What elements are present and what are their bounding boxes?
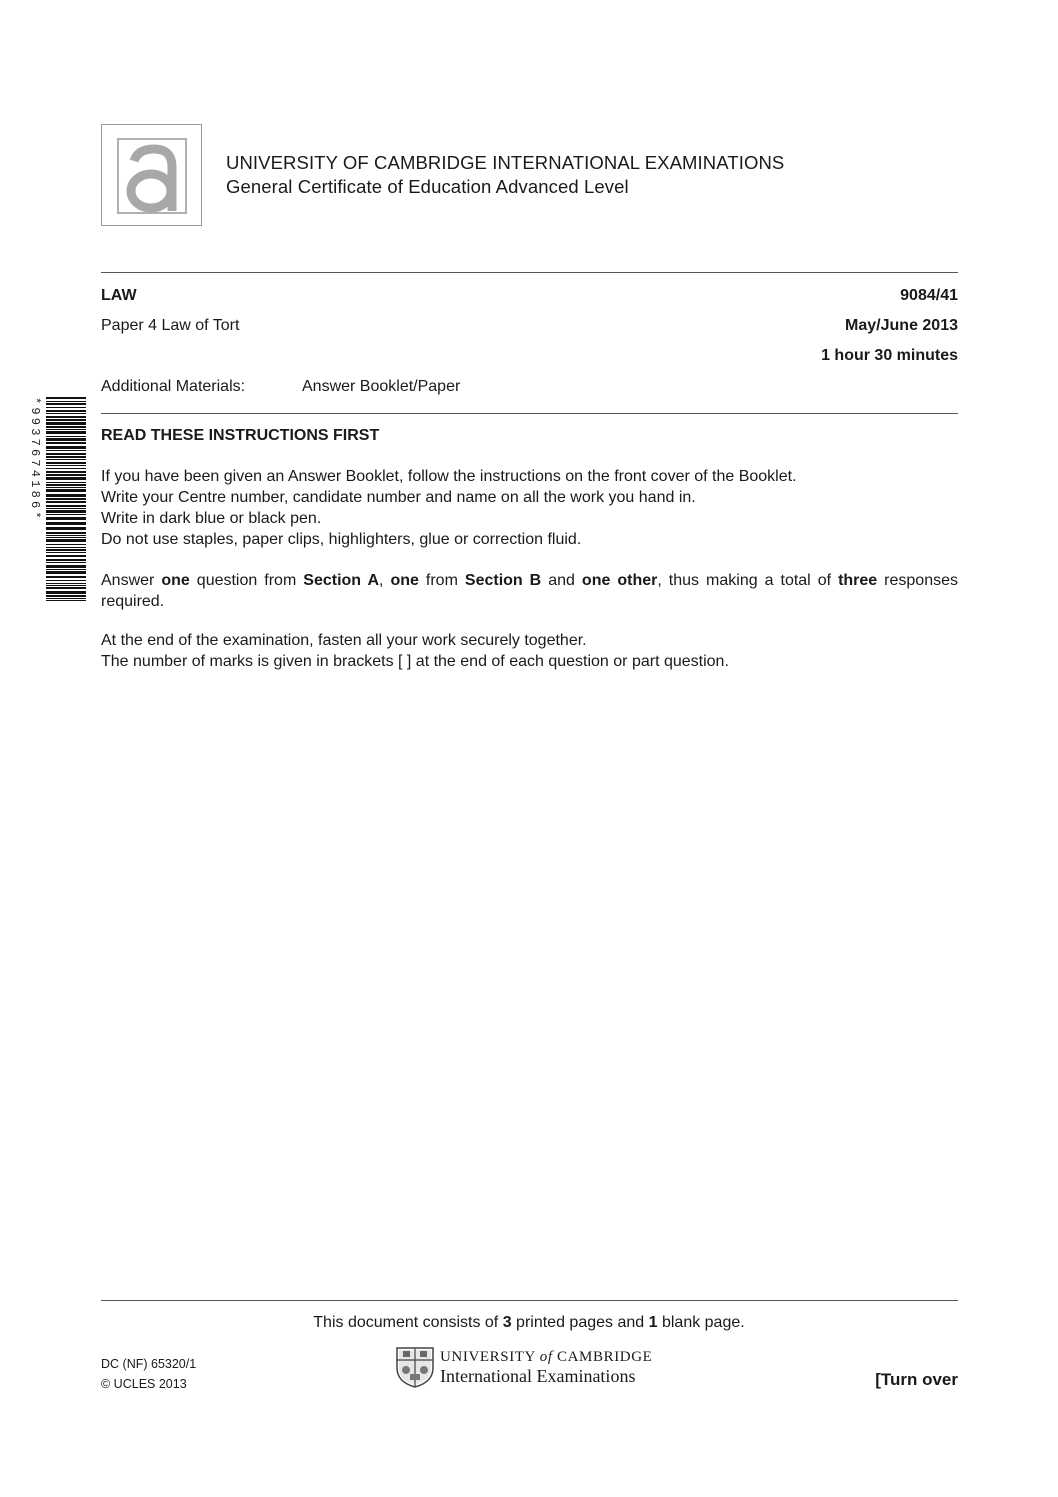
a-letter-icon	[102, 125, 203, 227]
barcode-bar	[46, 571, 86, 574]
barcode-bar	[46, 555, 86, 557]
barcode-bar	[46, 450, 86, 451]
barcode-bar	[46, 482, 86, 483]
barcode-bar	[46, 517, 86, 520]
barcode-bar	[46, 410, 86, 412]
end-instructions	[101, 630, 958, 672]
barcode-bar	[46, 532, 86, 534]
barcode-bar	[46, 522, 86, 525]
barcode-bar	[46, 487, 86, 488]
copyright: © UCLES 2013	[101, 1377, 187, 1391]
candidate-barcode	[28, 397, 88, 602]
barcode-bar	[46, 549, 86, 551]
barcode-bar	[46, 535, 86, 536]
barcode-bar	[46, 462, 86, 464]
barcode-bar	[46, 422, 86, 425]
barcode-bar	[46, 484, 86, 486]
barcode-bar	[46, 453, 86, 455]
barcode-bar	[46, 600, 86, 601]
barcode-bar	[46, 407, 86, 408]
materials-divider	[101, 413, 958, 414]
barcode-bar	[46, 429, 86, 430]
barcode-bar	[46, 431, 86, 434]
instructions-list	[101, 466, 958, 550]
barcode-bar	[46, 565, 86, 568]
cambridge-wordmark-line2: International Examinations	[440, 1366, 636, 1386]
qualification-name: General Certificate of Education Advanced Level	[226, 176, 629, 197]
barcode-bar	[46, 438, 86, 441]
barcode-bar	[46, 580, 86, 581]
header-divider	[101, 272, 958, 273]
barcode-bar	[46, 413, 86, 414]
page-count-note: This document consists of 3 printed pages and 1 blank page.	[313, 1314, 745, 1331]
barcode-bar	[46, 456, 86, 458]
barcode-bar	[46, 562, 86, 563]
materials-value: Answer Booklet/Paper	[302, 378, 461, 395]
cie-a-logo	[101, 124, 202, 226]
barcode-bar	[46, 477, 86, 480]
barcode-number: *9937674186*	[28, 397, 42, 522]
instruction-line: Write your Centre number, candidate number and name on all the work you hand in.	[101, 489, 696, 506]
barcode-bar	[46, 587, 86, 589]
barcode-bar	[46, 591, 86, 594]
exam-session: May/June 2013	[845, 317, 958, 334]
barcode-bar	[46, 508, 86, 509]
barcode-bar	[46, 468, 86, 469]
end-instruction-line: The number of marks is given in brackets [ ] at the end of each question or part question.	[101, 653, 729, 670]
barcode-bar	[46, 397, 86, 399]
barcode-bar	[46, 436, 86, 437]
barcode-bar	[46, 539, 86, 542]
footer-divider	[101, 1300, 958, 1301]
cambridge-crest-icon	[395, 1346, 435, 1388]
barcode-bar	[46, 527, 86, 530]
barcode-bar	[46, 416, 86, 418]
barcode-bar	[46, 501, 86, 503]
paper-title: Paper 4 Law of Tort	[101, 317, 240, 334]
barcode-bar	[46, 426, 86, 428]
barcode-bar	[46, 494, 86, 497]
barcode-bar	[46, 401, 86, 402]
barcode-bar	[46, 419, 86, 421]
barcode-bar	[46, 552, 86, 553]
barcode-bar	[46, 505, 86, 507]
end-instruction-line: At the end of the examination, fasten all your work securely together.	[101, 632, 587, 649]
barcode-bar	[46, 569, 86, 570]
barcode-bar	[46, 544, 86, 545]
paper-code: 9084/41	[900, 287, 958, 304]
cambridge-wordmark-line1: UNIVERSITY of CAMBRIDGE	[440, 1349, 653, 1365]
institution-name: UNIVERSITY OF CAMBRIDGE INTERNATIONAL EXAMINATIONS	[226, 152, 785, 173]
instruction-line: Write in dark blue or black pen.	[101, 510, 322, 527]
barcode-bar	[46, 446, 86, 449]
document-reference: DC (NF) 65320/1	[101, 1357, 197, 1371]
barcode-bar	[46, 537, 86, 538]
barcode-bar	[46, 595, 86, 597]
barcode-bar	[46, 442, 86, 444]
turn-over: [Turn over	[875, 1370, 958, 1389]
subject: LAW	[101, 287, 137, 304]
barcode-bar	[46, 585, 86, 586]
exam-duration: 1 hour 30 minutes	[821, 347, 958, 364]
barcode-bar	[46, 498, 86, 500]
barcode-bar	[46, 489, 86, 492]
barcode-bar	[46, 514, 86, 515]
barcode-bar	[46, 403, 86, 405]
barcode-bar	[46, 583, 86, 584]
barcode-bar	[46, 576, 86, 578]
materials-label: Additional Materials:	[101, 378, 246, 395]
barcode-bar	[46, 474, 86, 476]
instruction-line: If you have been given an Answer Booklet, follow the instructions on the front cover of the Booklet.	[101, 468, 797, 485]
instructions-heading: READ THESE INSTRUCTIONS FIRST	[101, 427, 380, 444]
barcode-bar	[46, 471, 86, 473]
instruction-line: Do not use staples, paper clips, highlighters, glue or correction fluid.	[101, 531, 582, 548]
barcode-bar	[46, 465, 86, 466]
answer-instruction: Answer one question from Section A, one from Section B and one other, thus making a total of three responses required.	[101, 572, 958, 610]
barcode-bar	[46, 510, 86, 513]
barcode-bar	[46, 598, 86, 599]
barcode-bar	[46, 559, 86, 561]
barcode-bar	[46, 459, 86, 460]
barcode-bar	[46, 547, 86, 548]
